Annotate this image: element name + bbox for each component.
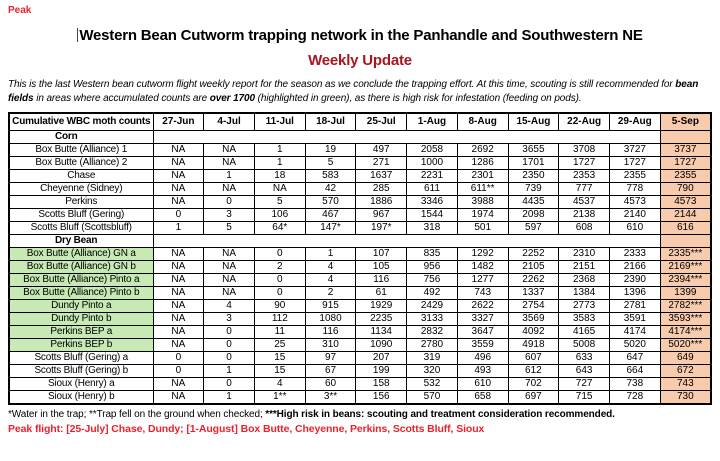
count-cell: 0 (254, 274, 305, 287)
count-cell: 4 (204, 300, 255, 313)
header-cell-label: Cumulative WBC moth counts (9, 113, 153, 131)
site-cell: Perkins BEP a (9, 326, 153, 339)
count-cell: 15 (254, 352, 305, 365)
site-cell: Box Butte (Alliance) Pinto b (9, 287, 153, 300)
count-cell: NA (153, 261, 204, 274)
site-cell: Sioux (Henry) a (9, 378, 153, 391)
count-cell: 583 (305, 170, 356, 183)
section-row (9, 131, 711, 144)
count-cell: 967 (356, 209, 407, 222)
count-cell: 2832 (407, 326, 458, 339)
count-cell: 2105 (508, 261, 559, 274)
header-cell-date: 1-Aug (407, 113, 458, 131)
count-cell: 0 (204, 378, 255, 391)
count-cell: 610 (457, 378, 508, 391)
header-cell-date: 18-Jul (305, 113, 356, 131)
count-cell: 1974 (457, 209, 508, 222)
count-cell: 756 (407, 274, 458, 287)
count-cell: 0 (204, 196, 255, 209)
count-cell: 4 (254, 378, 305, 391)
count-cell: 727 (559, 378, 610, 391)
data-row (9, 157, 711, 170)
count-cell: 97 (305, 352, 356, 365)
data-row (9, 144, 711, 157)
count-cell: NA (153, 183, 204, 196)
intro-text: This is the last Western bean cutworm flight weekly report for the season as we conclude the trapping effort. At this time, scouting is still recommended for (8, 79, 676, 90)
count-cell: 496 (457, 352, 508, 365)
count-cell: 5020*** (660, 339, 711, 352)
count-cell: 2262 (508, 274, 559, 287)
table-body (9, 131, 711, 405)
count-cell: 2310 (559, 248, 610, 261)
footnote-line (8, 409, 712, 420)
count-cell: 743 (457, 287, 508, 300)
site-cell: Scotts Bluff (Gering) a (9, 352, 153, 365)
count-cell: 647 (609, 352, 660, 365)
site-cell: Scotts Bluff (Scottsbluff) (9, 222, 153, 235)
count-cell: 3593*** (660, 313, 711, 326)
count-cell: 2622 (457, 300, 508, 313)
count-cell: 1399 (660, 287, 711, 300)
count-cell: 743 (660, 378, 711, 391)
count-cell: 728 (609, 391, 660, 405)
count-cell: 2355 (660, 170, 711, 183)
count-cell: 2058 (407, 144, 458, 157)
count-cell: 271 (356, 157, 407, 170)
count-cell: 2350 (508, 170, 559, 183)
data-row (9, 287, 711, 300)
count-cell: 116 (305, 326, 356, 339)
count-cell: 532 (407, 378, 458, 391)
count-cell: NA (254, 183, 305, 196)
count-cell: 4 (305, 274, 356, 287)
site-cell: Sioux (Henry) b (9, 391, 153, 405)
site-cell: Box Butte (Alliance) Pinto a (9, 274, 153, 287)
count-cell: 285 (356, 183, 407, 196)
count-cell: 4537 (559, 196, 610, 209)
count-cell: 2394*** (660, 274, 711, 287)
count-cell: 1090 (356, 339, 407, 352)
count-cell: 730 (660, 391, 711, 405)
count-cell: 3 (204, 209, 255, 222)
header-cell-date: 22-Aug (559, 113, 610, 131)
count-cell: 467 (305, 209, 356, 222)
section-empty-cell (153, 235, 660, 248)
count-cell: 1482 (457, 261, 508, 274)
count-cell: 915 (305, 300, 356, 313)
count-cell: NA (204, 287, 255, 300)
count-cell: 0 (204, 352, 255, 365)
count-cell: 611 (407, 183, 458, 196)
count-cell: 318 (407, 222, 458, 235)
count-cell: 1** (254, 391, 305, 405)
count-cell: 2355 (609, 170, 660, 183)
count-cell: 1701 (508, 157, 559, 170)
count-cell: 1727 (609, 157, 660, 170)
count-cell: 2138 (559, 209, 610, 222)
count-cell: 658 (457, 391, 508, 405)
count-cell: NA (153, 274, 204, 287)
count-cell: NA (204, 157, 255, 170)
count-cell: 67 (305, 365, 356, 378)
count-cell: 107 (356, 248, 407, 261)
count-cell: 320 (407, 365, 458, 378)
count-cell: NA (153, 300, 204, 313)
count-cell: 501 (457, 222, 508, 235)
count-cell: 3346 (407, 196, 458, 209)
count-cell: 105 (356, 261, 407, 274)
count-cell: 4165 (559, 326, 610, 339)
data-row (9, 365, 711, 378)
site-cell: Box Butte (Alliance) GN a (9, 248, 153, 261)
count-cell: 1727 (559, 157, 610, 170)
count-cell: 570 (407, 391, 458, 405)
count-cell: 612 (508, 365, 559, 378)
count-cell: 0 (254, 248, 305, 261)
count-cell: 1000 (407, 157, 458, 170)
section-sep-cell (660, 131, 711, 144)
count-cell: 2 (305, 287, 356, 300)
count-cell: 3559 (457, 339, 508, 352)
intro-bold-bean-fields: bean fields (8, 79, 699, 104)
count-cell: 610 (609, 222, 660, 235)
count-cell: NA (204, 183, 255, 196)
count-cell: 3708 (559, 144, 610, 157)
section-name-cell: Corn (9, 131, 153, 144)
count-cell: 1337 (508, 287, 559, 300)
count-cell: 5008 (559, 339, 610, 352)
count-cell: 2333 (609, 248, 660, 261)
count-cell: 5020 (609, 339, 660, 352)
count-cell: 956 (407, 261, 458, 274)
count-cell: 116 (356, 274, 407, 287)
count-cell: 1 (254, 157, 305, 170)
count-cell: 2151 (559, 261, 610, 274)
header-cell-date: 5-Sep (660, 113, 711, 131)
count-cell: 1 (204, 170, 255, 183)
count-cell: 4174 (609, 326, 660, 339)
count-cell: 702 (508, 378, 559, 391)
count-cell: 3327 (457, 313, 508, 326)
table-header (9, 113, 711, 131)
count-cell: 664 (609, 365, 660, 378)
header-cell-date: 27-Jun (153, 113, 204, 131)
count-cell: 1134 (356, 326, 407, 339)
count-cell: 3988 (457, 196, 508, 209)
count-cell: 15 (254, 365, 305, 378)
count-cell: 2166 (609, 261, 660, 274)
count-cell: 147* (305, 222, 356, 235)
count-cell: 0 (254, 287, 305, 300)
count-cell: 61 (356, 287, 407, 300)
wbc-table (8, 112, 712, 405)
count-cell: 0 (204, 326, 255, 339)
count-cell: NA (153, 339, 204, 352)
data-row (9, 313, 711, 326)
count-cell: NA (153, 196, 204, 209)
count-cell: 1886 (356, 196, 407, 209)
page-subtitle: Weekly Update (308, 52, 412, 69)
count-cell: NA (153, 287, 204, 300)
count-cell: 608 (559, 222, 610, 235)
data-row (9, 352, 711, 365)
data-row (9, 274, 711, 287)
count-cell: 3655 (508, 144, 559, 157)
count-cell: NA (153, 170, 204, 183)
count-cell: 112 (254, 313, 305, 326)
count-cell: 2429 (407, 300, 458, 313)
count-cell: 1286 (457, 157, 508, 170)
count-cell: 715 (559, 391, 610, 405)
intro-text: in areas where accumulated counts are (33, 92, 210, 104)
count-cell: 611** (457, 183, 508, 196)
count-cell: 649 (660, 352, 711, 365)
stray-peak-label: Peak (8, 5, 32, 16)
data-row (9, 326, 711, 339)
count-cell: 1 (153, 222, 204, 235)
count-cell: 3133 (407, 313, 458, 326)
count-cell: 1292 (457, 248, 508, 261)
count-cell: 1637 (356, 170, 407, 183)
count-cell: 2235 (356, 313, 407, 326)
count-cell: 790 (660, 183, 711, 196)
peak-flight-line: Peak flight: [25-July] Chase, Dundy; [1-August] Box Butte, Cheyenne, Perkins, Scotts Bluff, Sioux (8, 423, 485, 435)
site-cell: Scotts Bluff (Gering) (9, 209, 153, 222)
count-cell: NA (204, 144, 255, 157)
intro-paragraph (8, 78, 712, 105)
count-cell: 4573 (660, 196, 711, 209)
data-row (9, 183, 711, 196)
header-cell-date: 29-Aug (609, 113, 660, 131)
count-cell: NA (204, 261, 255, 274)
count-cell: 5 (254, 196, 305, 209)
data-row (9, 391, 711, 405)
header-cell-date: 11-Jul (254, 113, 305, 131)
site-cell: Perkins BEP b (9, 339, 153, 352)
title-row (0, 0, 720, 45)
count-cell: 1544 (407, 209, 458, 222)
count-cell: 18 (254, 170, 305, 183)
count-cell: 0 (153, 209, 204, 222)
count-cell: 4092 (508, 326, 559, 339)
count-cell: NA (153, 144, 204, 157)
count-cell: 3583 (559, 313, 610, 326)
count-cell: 310 (305, 339, 356, 352)
section-empty-cell (153, 131, 660, 144)
count-cell: 3569 (508, 313, 559, 326)
count-cell: 1 (204, 391, 255, 405)
count-cell: 0 (153, 352, 204, 365)
count-cell: 616 (660, 222, 711, 235)
data-row (9, 378, 711, 391)
data-row (9, 261, 711, 274)
data-row (9, 209, 711, 222)
count-cell: 156 (356, 391, 407, 405)
count-cell: 42 (305, 183, 356, 196)
header-cell-date: 25-Jul (356, 113, 407, 131)
site-cell: Cheyenne (Sidney) (9, 183, 153, 196)
intro-text: (highlighted in green), as there is high risk for infestation (feeding on pods). (254, 92, 582, 104)
count-cell: 2781 (609, 300, 660, 313)
data-row (9, 196, 711, 209)
count-cell: 0 (204, 339, 255, 352)
count-cell: 5 (204, 222, 255, 235)
site-cell: Dundy Pinto a (9, 300, 153, 313)
count-cell: 3727 (609, 144, 660, 157)
count-cell: 60 (305, 378, 356, 391)
count-cell: 90 (254, 300, 305, 313)
count-cell: NA (153, 248, 204, 261)
count-cell: 0 (153, 365, 204, 378)
count-cell: 106 (254, 209, 305, 222)
site-cell: Perkins (9, 196, 153, 209)
data-row (9, 248, 711, 261)
count-cell: NA (153, 313, 204, 326)
count-cell: 697 (508, 391, 559, 405)
count-cell: NA (204, 248, 255, 261)
count-cell: 2773 (559, 300, 610, 313)
count-cell: 3647 (457, 326, 508, 339)
count-cell: 492 (407, 287, 458, 300)
count-cell: 2169*** (660, 261, 711, 274)
count-cell: 633 (559, 352, 610, 365)
count-cell: 1080 (305, 313, 356, 326)
count-cell: 2368 (559, 274, 610, 287)
count-cell: 2 (254, 261, 305, 274)
count-cell: 607 (508, 352, 559, 365)
data-row (9, 300, 711, 313)
page-title: Western Bean Cutworm trapping network in the Panhandle and Southwestern NE (79, 27, 643, 44)
count-cell: 493 (457, 365, 508, 378)
count-cell: 2780 (407, 339, 458, 352)
site-cell: Scotts Bluff (Gering) b (9, 365, 153, 378)
count-cell: NA (153, 378, 204, 391)
text-cursor (77, 28, 78, 42)
count-cell: 5 (305, 157, 356, 170)
count-cell: 4918 (508, 339, 559, 352)
count-cell: 2782*** (660, 300, 711, 313)
count-cell: NA (153, 326, 204, 339)
count-cell: 1 (204, 365, 255, 378)
count-cell: 199 (356, 365, 407, 378)
count-cell: 739 (508, 183, 559, 196)
data-row (9, 339, 711, 352)
count-cell: 643 (559, 365, 610, 378)
count-cell: 197* (356, 222, 407, 235)
count-cell: 1929 (356, 300, 407, 313)
count-cell: 11 (254, 326, 305, 339)
count-cell: 3 (204, 313, 255, 326)
header-cell-date: 15-Aug (508, 113, 559, 131)
count-cell: 1396 (609, 287, 660, 300)
count-cell: 2140 (609, 209, 660, 222)
count-cell: 835 (407, 248, 458, 261)
count-cell: 158 (356, 378, 407, 391)
count-cell: 2353 (559, 170, 610, 183)
count-cell: 2754 (508, 300, 559, 313)
count-cell: 1727 (660, 157, 711, 170)
footnote-regular: *Water in the trap; **Trap fell on the ground when checked; (8, 409, 266, 420)
header-cell-date: 4-Jul (204, 113, 255, 131)
count-cell: 2231 (407, 170, 458, 183)
section-sep-cell (660, 235, 711, 248)
header-row (9, 113, 711, 131)
count-cell: NA (153, 391, 204, 405)
count-cell: 2390 (609, 274, 660, 287)
count-cell: 4435 (508, 196, 559, 209)
count-cell: 2144 (660, 209, 711, 222)
section-row (9, 235, 711, 248)
count-cell: 3737 (660, 144, 711, 157)
data-row (9, 222, 711, 235)
count-cell: 207 (356, 352, 407, 365)
site-cell: Box Butte (Alliance) GN b (9, 261, 153, 274)
count-cell: 25 (254, 339, 305, 352)
count-cell: 597 (508, 222, 559, 235)
count-cell: 2098 (508, 209, 559, 222)
count-cell: 1 (254, 144, 305, 157)
site-cell: Box Butte (Alliance) 1 (9, 144, 153, 157)
count-cell: 1277 (457, 274, 508, 287)
count-cell: 1384 (559, 287, 610, 300)
count-cell: 1 (305, 248, 356, 261)
count-cell: 2301 (457, 170, 508, 183)
header-cell-date: 8-Aug (457, 113, 508, 131)
count-cell: 778 (609, 183, 660, 196)
site-cell: Dundy Pinto b (9, 313, 153, 326)
count-cell: 570 (305, 196, 356, 209)
count-cell: 19 (305, 144, 356, 157)
count-cell: NA (153, 157, 204, 170)
count-cell: 672 (660, 365, 711, 378)
count-cell: 2335*** (660, 248, 711, 261)
count-cell: 4 (305, 261, 356, 274)
count-cell: 3** (305, 391, 356, 405)
count-cell: 738 (609, 378, 660, 391)
count-cell: NA (204, 274, 255, 287)
count-cell: 497 (356, 144, 407, 157)
site-cell: Chase (9, 170, 153, 183)
count-cell: 2252 (508, 248, 559, 261)
count-cell: 4573 (609, 196, 660, 209)
count-cell: 4174*** (660, 326, 711, 339)
count-cell: 3591 (609, 313, 660, 326)
count-cell: 319 (407, 352, 458, 365)
count-cell: 2692 (457, 144, 508, 157)
data-row (9, 170, 711, 183)
site-cell: Box Butte (Alliance) 2 (9, 157, 153, 170)
count-cell: 777 (559, 183, 610, 196)
intro-bold-over-1700: over 1700 (209, 92, 255, 104)
section-name-cell: Dry Bean (9, 235, 153, 248)
count-cell: 64* (254, 222, 305, 235)
footnote-bold: ***High risk in beans: scouting and treatment consideration recommended. (265, 409, 615, 420)
